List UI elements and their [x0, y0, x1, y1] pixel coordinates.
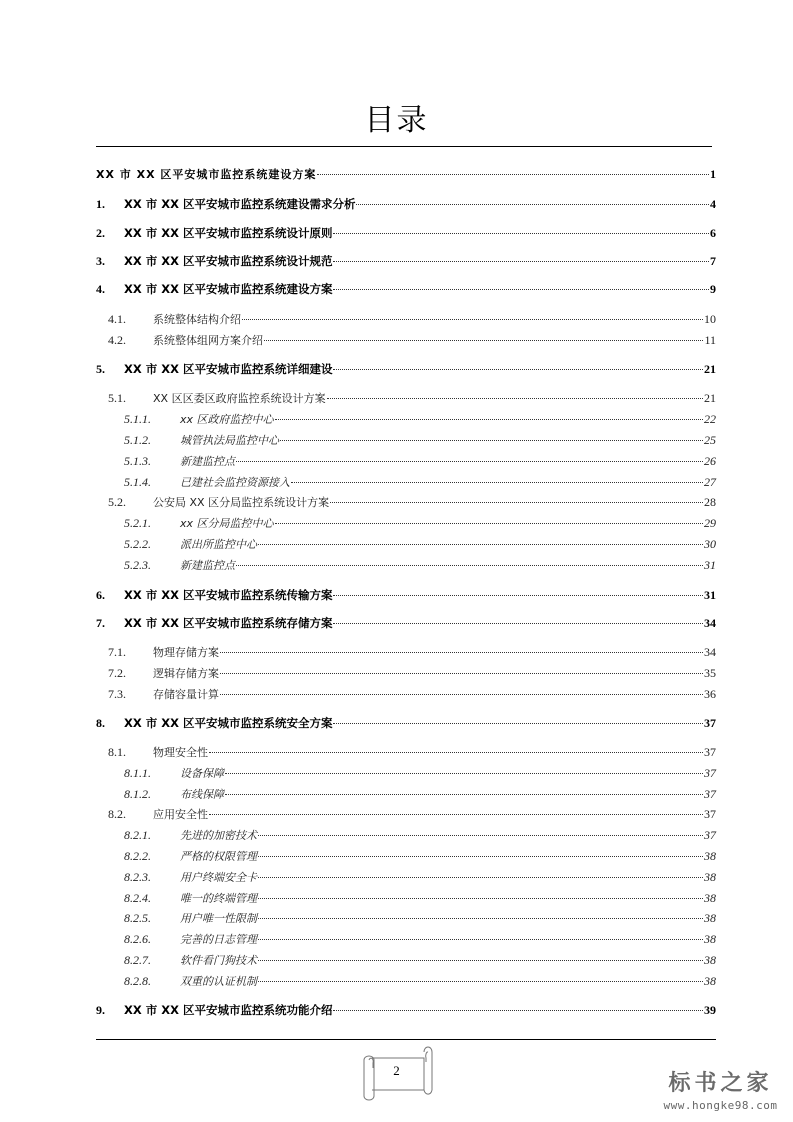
toc-entry-title: 新建监控点: [180, 559, 235, 572]
toc-entry-number: 5.: [96, 362, 105, 376]
toc-leader-dots: [220, 642, 703, 653]
watermark-title: 标书之家: [668, 1071, 773, 1096]
toc-entry-number: 5.1.3.: [124, 454, 151, 468]
toc-entry-page: 9: [710, 282, 716, 296]
toc-entry-number: 8.2.2.: [124, 849, 151, 863]
toc-entry-number: 8.1.: [108, 745, 126, 759]
toc-entry-page: 30: [704, 537, 716, 551]
toc-leader-dots: [258, 950, 703, 961]
toc-leader-dots: [225, 763, 703, 774]
toc-leader-dots: [264, 330, 703, 341]
toc-entry-title: XX 市 XX 区平安城市监控系统建设方案: [96, 168, 317, 181]
toc-entry-title: XX 市 XX 区平安城市监控系统建设需求分析: [124, 197, 356, 211]
toc-entry-page: 6: [710, 226, 716, 240]
toc-entry-number: 4.: [96, 282, 105, 296]
toc-entry-page: 38: [704, 974, 716, 988]
toc-entry-number: 5.2.: [108, 495, 126, 509]
toc-entry-page: 4: [710, 197, 716, 211]
toc-leader-dots: [333, 359, 703, 370]
toc-leader-dots: [258, 929, 703, 940]
toc-entry-title: 软件看门狗技术: [180, 954, 257, 967]
toc-entry-title: 公安局 XX 区分局监控系统设计方案: [153, 496, 330, 509]
toc-entry-page: 31: [704, 588, 716, 602]
toc-leader-dots: [236, 555, 703, 566]
toc-entry-page: 10: [704, 312, 716, 326]
toc-leader-dots: [333, 713, 703, 724]
toc-entry-title: 已建社会监控资源接入: [180, 476, 290, 489]
toc-entry-page: 37: [704, 807, 716, 821]
toc-entry[interactable]: [96, 410, 716, 428]
toc-entry-number: 5.2.2.: [124, 537, 151, 551]
toc-entry-page: 22: [704, 412, 716, 426]
toc-entry-page: 37: [704, 828, 716, 842]
toc-entry-number: 5.2.1.: [124, 516, 151, 530]
toc-entry-number: 5.2.3.: [124, 558, 151, 572]
toc-entry-page: 34: [704, 645, 716, 659]
title-divider: [96, 146, 712, 147]
toc-entry[interactable]: [96, 847, 716, 865]
toc-entry-number: 8.: [96, 716, 105, 730]
toc-entry-page: 36: [704, 687, 716, 701]
toc-entry-title: 系统整体结构介绍: [153, 313, 241, 326]
toc-entry-number: 8.2.5.: [124, 911, 151, 925]
toc-entry-page: 25: [704, 433, 716, 447]
toc-entry-title: 应用安全性: [153, 808, 208, 821]
toc-entry-number: 2.: [96, 226, 105, 240]
page-number: 2: [393, 1063, 400, 1078]
toc-leader-dots: [258, 908, 703, 919]
toc-entry-number: 8.2.6.: [124, 932, 151, 946]
toc-entry-number: 5.1.4.: [124, 475, 151, 489]
toc-entry[interactable]: [96, 586, 716, 604]
toc-entry-title: 先进的加密技术: [180, 829, 257, 842]
toc-entry[interactable]: [96, 224, 716, 242]
toc-leader-dots: [275, 513, 703, 524]
toc-leader-dots: [317, 164, 709, 175]
toc-entry[interactable]: [96, 785, 716, 803]
toc-entry[interactable]: [96, 614, 716, 632]
toc-entry[interactable]: [96, 535, 716, 553]
toc-entry-title: 完善的日志管理: [180, 933, 257, 946]
toc-entry-title: XX 市 XX 区平安城市监控系统详细建设: [124, 362, 333, 376]
toc-entry-page: 37: [704, 787, 716, 801]
toc-entry-title: XX 区区委区政府监控系统设计方案: [153, 392, 326, 405]
toc-leader-dots: [258, 867, 703, 878]
toc-entry-number: 7.: [96, 616, 105, 630]
toc-entry[interactable]: [96, 473, 716, 491]
toc-leader-dots: [258, 534, 703, 545]
toc-entry-title: 城管执法局监控中心: [180, 434, 279, 447]
toc-leader-dots: [225, 784, 703, 795]
toc-leader-dots: [220, 684, 703, 695]
toc-leader-dots: [220, 663, 703, 674]
toc-entry-number: 5.1.: [108, 391, 126, 405]
toc-leader-dots: [333, 1000, 703, 1011]
page-title: 目录: [364, 103, 429, 138]
toc-entry-number: 8.2.3.: [124, 870, 151, 884]
toc-entry[interactable]: [96, 868, 716, 886]
toc-entry-page: 21: [704, 391, 716, 405]
toc-entry-number: 8.1.1.: [124, 766, 151, 780]
toc-entry[interactable]: [96, 514, 716, 532]
toc-entry[interactable]: [96, 431, 716, 449]
toc-entry[interactable]: [96, 664, 716, 682]
toc-entry[interactable]: [96, 826, 716, 844]
toc-entry-title: 逻辑存储方案: [153, 667, 219, 680]
toc-leader-dots: [333, 585, 703, 596]
toc-leader-dots: [258, 846, 703, 857]
toc-entry-page: 11: [704, 333, 716, 347]
toc-entry-title: xx 区分局监控中心: [180, 517, 274, 530]
toc-entry-page: 21: [704, 362, 716, 376]
toc-entry-number: 8.2.4.: [124, 891, 151, 905]
toc-entry-title: xx 区政府监控中心: [180, 413, 274, 426]
toc-leader-dots: [333, 223, 709, 234]
toc-entry-title: XX 市 XX 区平安城市监控系统设计原则: [124, 226, 333, 240]
toc-entry-number: 7.3.: [108, 687, 126, 701]
toc-entry-title: 设备保障: [180, 767, 224, 780]
toc-entry[interactable]: [96, 493, 716, 511]
toc-entry-page: 34: [704, 616, 716, 630]
toc-leader-dots: [258, 888, 703, 899]
toc-entry-title: 物理存储方案: [153, 646, 219, 659]
toc-entry[interactable]: [96, 1001, 716, 1019]
toc-entry[interactable]: [96, 743, 716, 761]
toc-entry-page: 38: [704, 911, 716, 925]
toc-entry[interactable]: [96, 165, 716, 183]
toc-entry[interactable]: [96, 972, 716, 990]
toc-leader-dots: [327, 388, 703, 399]
toc-entry-page: 37: [704, 745, 716, 759]
toc-entry[interactable]: [96, 452, 716, 470]
toc-entry-title: 物理安全性: [153, 746, 208, 759]
toc-leader-dots: [333, 251, 709, 262]
toc-entry-page: 1: [710, 167, 716, 181]
toc-entry-title: 派出所监控中心: [180, 538, 257, 551]
toc-entry-page: 26: [704, 454, 716, 468]
toc-entry-title: 唯一的终端管理: [180, 892, 257, 905]
toc-entry-page: 29: [704, 516, 716, 530]
toc-entry-number: 8.2.8.: [124, 974, 151, 988]
toc-entry-title: XX 市 XX 区平安城市监控系统安全方案: [124, 716, 333, 730]
toc-entry-number: 7.2.: [108, 666, 126, 680]
toc-entry-page: 35: [704, 666, 716, 680]
toc-leader-dots: [258, 825, 703, 836]
toc-entry[interactable]: [96, 805, 716, 823]
toc-entry-title: 用户终端安全卡: [180, 871, 257, 884]
toc-entry-page: 39: [704, 1003, 716, 1017]
toc-entry-number: 7.1.: [108, 645, 126, 659]
toc-entry-page: 38: [704, 953, 716, 967]
toc-entry-number: 1.: [96, 197, 105, 211]
toc-entry-title: 严格的权限管理: [180, 850, 257, 863]
toc-leader-dots: [356, 194, 709, 205]
toc-entry-number: 8.1.2.: [124, 787, 151, 801]
toc-entry-page: 38: [704, 932, 716, 946]
toc-entry[interactable]: [96, 643, 716, 661]
toc-entry-number: 5.1.2.: [124, 433, 151, 447]
toc-entry[interactable]: [96, 252, 716, 270]
toc-entry-page: 27: [704, 475, 716, 489]
toc-entry-page: 38: [704, 891, 716, 905]
toc-leader-dots: [330, 492, 703, 503]
toc-leader-dots: [275, 409, 703, 420]
toc-entry-title: 存储容量计算: [153, 688, 219, 701]
toc-entry-page: 38: [704, 849, 716, 863]
toc-entry-number: 8.2.7.: [124, 953, 151, 967]
footer-divider: [96, 1039, 716, 1040]
toc-leader-dots: [209, 742, 703, 753]
watermark: [648, 1066, 793, 1112]
toc-entry[interactable]: [96, 930, 716, 948]
toc-entry-title: XX 市 XX 区平安城市监控系统设计规范: [124, 254, 333, 268]
toc-leader-dots: [242, 309, 703, 320]
toc-entry-page: 37: [704, 716, 716, 730]
toc-entry[interactable]: [96, 389, 716, 407]
toc-entry-title: XX 市 XX 区平安城市监控系统建设方案: [124, 282, 333, 296]
toc-entry-page: 37: [704, 766, 716, 780]
watermark-url: www.hongke98.com: [663, 1099, 778, 1112]
toc-leader-dots: [333, 279, 709, 290]
toc-entry-title: XX 市 XX 区平安城市监控系统功能介绍: [124, 1003, 333, 1017]
toc-leader-dots: [258, 971, 703, 982]
toc-entry[interactable]: [96, 909, 716, 927]
toc-entry[interactable]: [96, 331, 716, 349]
toc-entry-title: 布线保障: [180, 788, 224, 801]
toc-entry-title: 新建监控点: [180, 455, 235, 468]
toc-entry[interactable]: [96, 714, 716, 732]
toc-entry[interactable]: [96, 889, 716, 907]
toc-entry[interactable]: [96, 280, 716, 298]
toc-entry-page: 38: [704, 870, 716, 884]
toc-entry-number: 8.2.1.: [124, 828, 151, 842]
toc-entry-title: 双重的认证机制: [180, 975, 257, 988]
toc-leader-dots: [209, 804, 703, 815]
toc-entry-number: 8.2.: [108, 807, 126, 821]
toc-entry-title: 用户唯一性限制: [180, 912, 257, 925]
toc-entry[interactable]: [96, 195, 716, 213]
toc-entry-number: 4.2.: [108, 333, 126, 347]
toc-entry-page: 28: [704, 495, 716, 509]
toc-entry-page: 7: [710, 254, 716, 268]
toc-leader-dots: [236, 451, 703, 462]
toc-leader-dots: [291, 472, 703, 483]
toc-entry[interactable]: [96, 951, 716, 969]
toc-entry[interactable]: [96, 556, 716, 574]
toc-entry[interactable]: [96, 360, 716, 378]
toc-leader-dots: [280, 430, 703, 441]
toc-entry[interactable]: [96, 764, 716, 782]
toc-leader-dots: [333, 613, 703, 624]
toc-entry[interactable]: [96, 685, 716, 703]
toc-entry-page: 31: [704, 558, 716, 572]
toc-entry-number: 4.1.: [108, 312, 126, 326]
toc-entry-title: XX 市 XX 区平安城市监控系统传输方案: [124, 588, 333, 602]
toc-entry-title: XX 市 XX 区平安城市监控系统存储方案: [124, 616, 333, 630]
toc-entry[interactable]: [96, 310, 716, 328]
toc-entry-number: 6.: [96, 588, 105, 602]
toc-entry-title: 系统整体组网方案介绍: [153, 334, 263, 347]
toc-entry-number: 3.: [96, 254, 105, 268]
toc-entry-number: 5.1.1.: [124, 412, 151, 426]
toc-entry-number: 9.: [96, 1003, 105, 1017]
